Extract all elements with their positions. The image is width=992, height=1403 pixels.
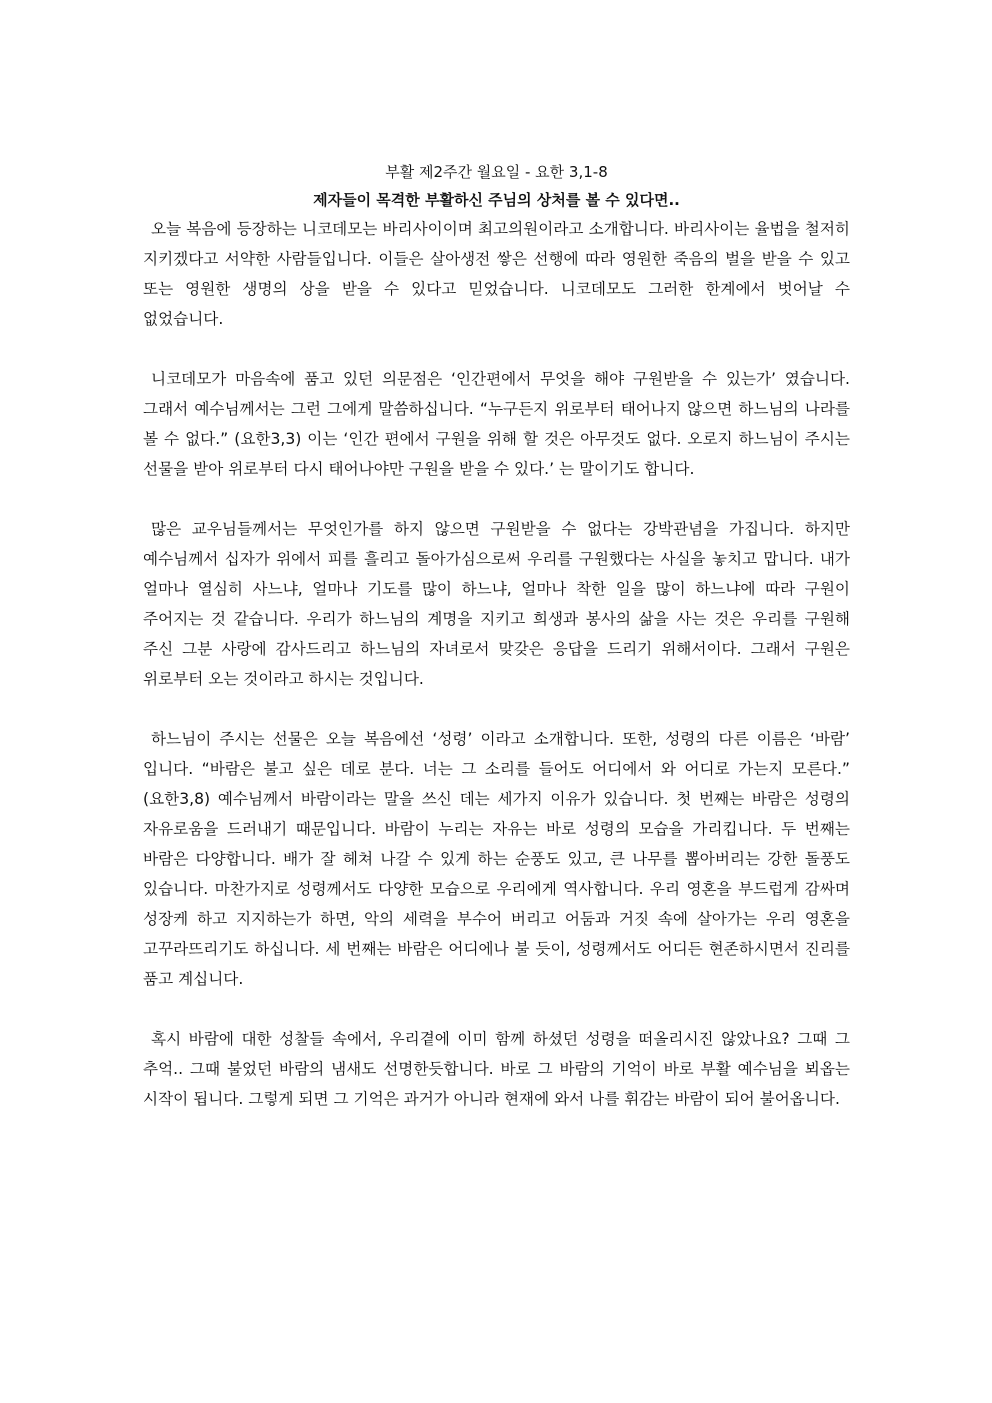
document-page — [143, 158, 850, 1114]
document-subtitle: 부활 제2주간 월요일 - 요한 3,1-8 — [385, 163, 608, 181]
paragraph-3: 많은 교우님들께서는 무엇인가를 하지 않으면 구원받을 수 없다는 강박관념을 가집니다. 하지만 예수님께서 십자가 위에서 피를 흘리고 돌아가심으로써 우리를 구원했다는 사실을 놓치고 맙니다. 내가 얼마나 열심히 사느냐, 얼마나 기도를 많이 하느냐, 얼마나 착한 일을 많이 하느냐에 따라 구원이 주어지는 것 같습니다. 우리가 하느님의 계명을 지키고 희생과 봉사의 삶을 사는 것은 우리를 구원해 주신 그분 사랑에 감사드리고 하느님의 자녀로서 맞갖은 응답을 드리기 위해서이다. 그래서 구원은 위로부터 오는 것이라고 하시는 것입니다. — [143, 520, 850, 688]
paragraph-1: 오늘 복음에 등장하는 니코데모는 바리사이이며 최고의원이라고 소개합니다. 바리사이는 율법을 철저히 지키겠다고 서약한 사람들입니다. 이들은 살아생전 쌓은 선행에 따라 영원한 죽음의 벌을 받을 수 있고 또는 영원한 생명의 상을 받을 수 있다고 믿었습니다. 니코데모도 그러한 한계에서 벗어날 수 없었습니다. — [143, 220, 850, 328]
paragraph-spacer — [143, 994, 850, 1024]
document-title: 제자들이 목격한 부활하신 주님의 상처를 볼 수 있다면.. — [313, 191, 680, 209]
paragraph-spacer — [143, 484, 850, 514]
paragraph-2: 니코데모가 마음속에 품고 있던 의문점은 ‘인간편에서 무엇을 해야 구원받을 수 있는가’ 였습니다. 그래서 예수님께서는 그런 그에게 말씀하십니다. “누구든지 위로부터 태어나지 않으면 하느님의 나라를 볼 수 없다.” (요한3,3) 이는 ‘인간 편에서 구원을 위해 할 것은 아무것도 없다. 오로지 하느님이 주시는 선물을 받아 위로부터 다시 태어나야만 구원을 받을 수 있다.’ 는 말이기도 합니다. — [143, 370, 851, 478]
paragraph-spacer — [143, 694, 850, 724]
paragraph-spacer — [143, 334, 850, 364]
paragraph-5: 혹시 바람에 대한 성찰들 속에서, 우리곁에 이미 함께 하셨던 성령을 떠올리시진 않았나요? 그때 그 추억.. 그때 불었던 바람의 냄새도 선명한듯합니다. 바로 그 바람의 기억이 바로 부활 예수님을 뵈옵는 시작이 됩니다. 그렇게 되면 그 기억은 과거가 아니라 현재에 와서 나를 휘감는 바람이 되어 불어옵니다. — [143, 1030, 850, 1108]
paragraph-4: 하느님이 주시는 선물은 오늘 복음에선 ‘성령’ 이라고 소개합니다. 또한, 성령의 다른 이름은 ‘바람’ 입니다. “바람은 불고 싶은 데로 분다. 너는 그 소리를 들어도 어디에서 와 어디로 가는지 모른다.” (요한3,8) 예수님께서 바람이라는 말을 쓰신 데는 세가지 이유가 있습니다. 첫 번째는 바람은 성령의 자유로움을 드러내기 때문입니다. 바람이 누리는 자유는 바로 성령의 모습을 가리킵니다. 두 번째는 바람은 다양합니다. 배가 잘 헤쳐 나갈 수 있게 하는 순풍도 있고, 큰 나무를 뽑아버리는 강한 돌풍도 있습니다. 마찬가지로 성령께서도 다양한 모습으로 우리에게 역사합니다. 우리 영혼을 부드럽게 감싸며 성장케 하고 지지하는가 하면, 악의 세력을 부수어 버리고 어둠과 거짓 속에 살아가는 우리 영혼을 고꾸라뜨리기도 하십니다. 세 번째는 바람은 어디에나 불 듯이, 성령께서도 어디든 현존하시면서 진리를 품고 계십니다. — [143, 730, 850, 988]
